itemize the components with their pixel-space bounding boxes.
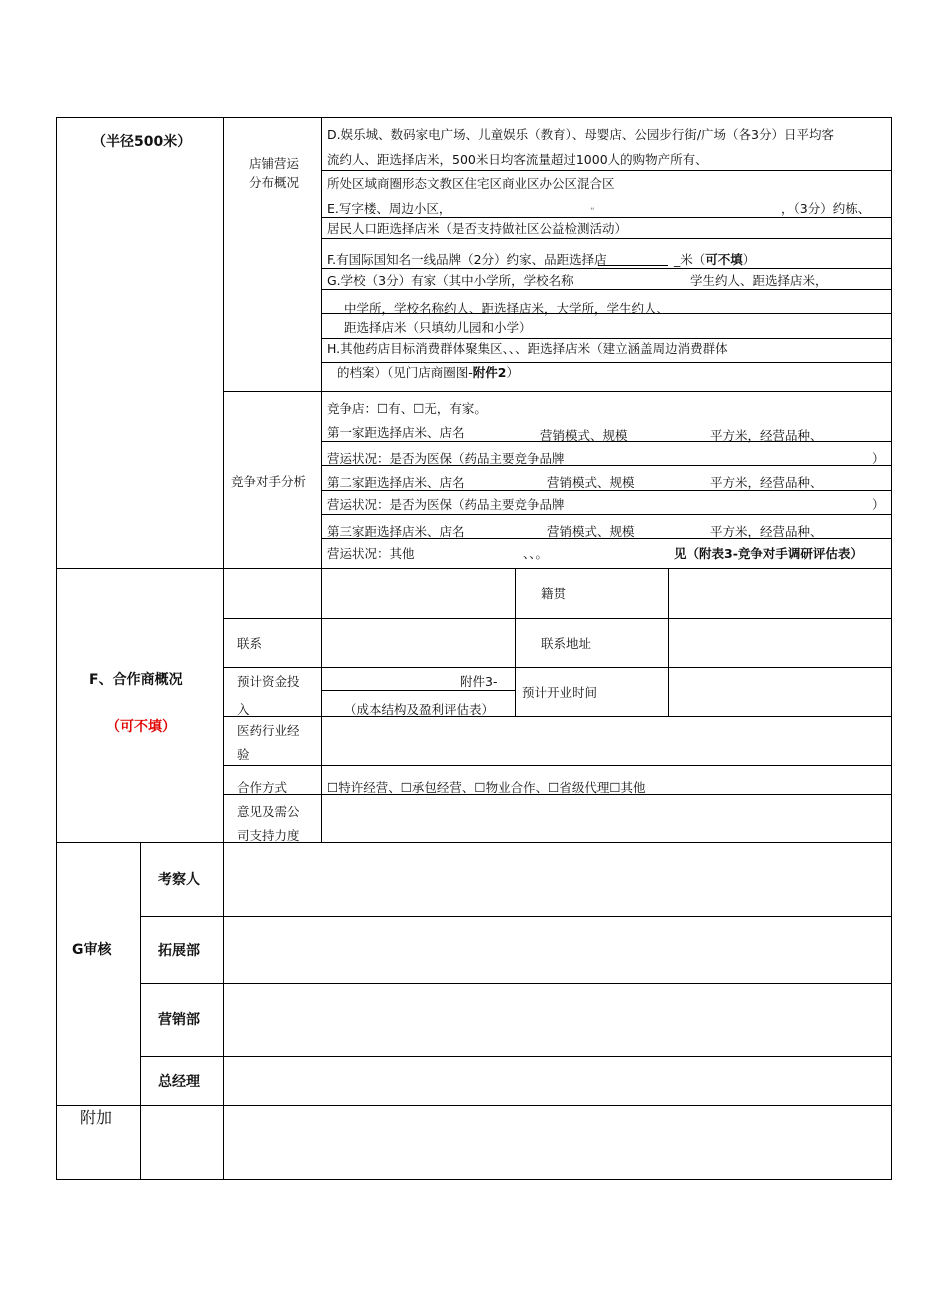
attachment-3-note: 见（附表3-竞争对手调研评估表） — [674, 546, 863, 561]
item-g-line-1: G.学校（3分）有家（其中小学所，学校名称 — [327, 273, 574, 288]
attachment-3-desc: （成本结构及盈利评估表） — [344, 702, 495, 717]
native-place-label: 籍贯 — [541, 586, 567, 601]
section-f-title: F、合作商概况 — [89, 672, 183, 688]
optional-note: 可不填 — [705, 252, 743, 267]
row-divider — [223, 716, 891, 717]
investment-label: 入 — [237, 702, 250, 717]
competitor-1-status-close: ） — [872, 451, 885, 466]
section-f-note — [106, 719, 176, 735]
competitor-3-status-mid: 、、。 — [523, 546, 549, 561]
competitor-1-b: 营销模式、规模 — [540, 428, 628, 443]
coop-mode-options[interactable]: ☐特许经营、☐承包经营、☐物业合作、☐省级代理☐其他 — [327, 780, 646, 795]
column-divider — [668, 568, 669, 716]
table-right-border — [891, 117, 892, 1179]
competitor-line-1: 竞争店：☐有、☐无，有家。 — [327, 401, 487, 416]
item-h-close: ） — [506, 365, 519, 380]
item-f-unit: _米（ — [674, 252, 706, 267]
item-f-text: F.有国际国知名一线品牌（2分）约家、品距选择店 — [327, 252, 607, 267]
experience-label: 医药行业经 — [237, 723, 300, 738]
table-top-border — [56, 117, 892, 118]
section-divider-f-g — [56, 842, 892, 843]
radius-label: （半径500米） — [92, 134, 192, 150]
row-divider — [223, 618, 891, 619]
row-rule — [321, 170, 891, 171]
item-e-line-2: 居民人口距选择店米（是否支持做社区公益检测活动） — [327, 221, 628, 236]
row-divider — [140, 916, 892, 917]
item-h-line-2 — [337, 365, 519, 381]
item-f-line — [327, 252, 607, 268]
item-e-line-1-end: ，（3分）约栋、 — [781, 201, 871, 216]
inspector-label: 考察人 — [158, 872, 200, 888]
competitor-1-a: 第一家距选择店米、店名 — [327, 425, 465, 440]
column-divider — [140, 842, 141, 1179]
section-divider-g-appendix — [56, 1105, 892, 1106]
row-rule — [321, 238, 891, 239]
competitor-1-c: 平方米，经营品种、 — [710, 428, 823, 443]
table-bottom-border — [56, 1179, 892, 1180]
item-h-line-1: H.其他药店目标消费群体聚集区、、、距选择店米（建立涵盖周边消费群体 — [327, 341, 728, 356]
row-divider — [223, 667, 891, 668]
fill-blank-underline — [598, 265, 668, 266]
appendix-label: 附加 — [80, 1108, 113, 1127]
area-type-line: 所处区域商圈形态文教区住宅区商业区办公区混合区 — [327, 176, 615, 191]
item-g-line-3: 距选择店米（只填幼儿园和小学） — [344, 320, 532, 335]
store-distribution-label: 分布概况 — [249, 175, 300, 190]
opening-time-label: 预计开业时间 — [522, 685, 598, 700]
competitor-2-c: 平方米，经营品种、 — [710, 475, 823, 490]
table-left-border — [56, 117, 57, 1179]
row-rule — [321, 514, 891, 515]
item-e-line-1: E.写字楼、周边小区， — [327, 201, 452, 216]
competitor-3-status: 营运状况：其他 — [327, 546, 415, 561]
row-rule — [321, 217, 891, 218]
contact-label: 联系 — [237, 636, 263, 651]
item-f-line-end — [674, 252, 755, 268]
item-g-line-2: 中学所，学校名称约人、距选择店米，大学所，学生约人、 — [344, 301, 670, 316]
support-label: 司支持力度 — [237, 828, 300, 843]
row-divider — [140, 1056, 892, 1057]
item-d-line-1: D.娱乐城、数码家电广场、儿童娱乐（教育）、母婴店、公园步行街/广场（各3分）日平均客 — [327, 127, 835, 142]
expansion-dept-label: 拓展部 — [158, 943, 200, 959]
competitor-3-c: 平方米，经营品种、 — [710, 524, 823, 539]
row-rule — [321, 338, 891, 339]
row-divider — [223, 765, 891, 766]
section-f-note-text: （可不填） — [106, 719, 176, 735]
item-e-mark: “ — [590, 207, 595, 217]
section-divider-e-f — [56, 568, 892, 569]
item-g-line-1-end: 学生约人、距选择店米， — [690, 273, 828, 288]
general-manager-label: 总经理 — [158, 1074, 200, 1090]
column-divider — [321, 117, 322, 842]
row-rule — [321, 289, 891, 290]
competitor-3-a: 第三家距选择店米、店名 — [327, 524, 465, 539]
attachment-3-label: 附件3- — [460, 674, 498, 689]
competitor-3-b: 营销模式、规模 — [547, 524, 635, 539]
section-g-title: G审核 — [72, 942, 112, 958]
item-f-close: ） — [742, 252, 756, 267]
competitor-2-a: 第二家距选择店米、店名 — [327, 475, 465, 490]
column-divider — [223, 117, 224, 1179]
item-d-line-2: 流约人、距选择店米，500米日均客流量超过1000人的购物产所有、 — [327, 152, 708, 167]
row-divider — [140, 983, 892, 984]
competitor-2-b: 营销模式、规模 — [547, 475, 635, 490]
row-divider — [223, 391, 891, 392]
competitor-analysis-label: 竞争对手分析 — [231, 474, 307, 489]
investment-label: 预计资金投 — [237, 674, 300, 689]
marketing-dept-label: 营销部 — [158, 1012, 200, 1028]
row-divider — [321, 690, 515, 691]
competitor-2-status-close: ） — [872, 497, 885, 512]
competitor-1-status: 营运状况：是否为医保（药品主要竞争品牌 — [327, 451, 565, 466]
support-label: 意见及需公 — [237, 804, 300, 819]
coop-mode-label: 合作方式 — [237, 780, 288, 795]
contact-address-label: 联系地址 — [541, 636, 592, 651]
store-distribution-label: 店铺营运 — [249, 156, 300, 171]
item-h-text: 的档案）（见门店商圈图- — [337, 365, 473, 380]
row-rule — [321, 362, 891, 363]
row-rule — [321, 268, 891, 269]
competitor-2-status: 营运状况：是否为医保（药品主要竞争品牌 — [327, 497, 565, 512]
column-divider — [515, 568, 516, 716]
attachment-2-label: 附件2 — [472, 365, 507, 380]
experience-label: 验 — [237, 747, 250, 762]
